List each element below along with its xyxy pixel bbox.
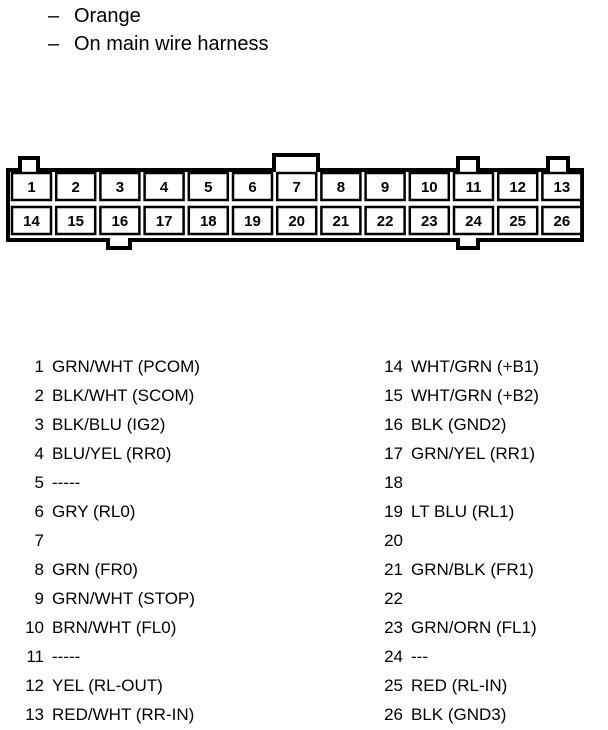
pin-number-label: 3 xyxy=(115,179,125,196)
pin-row xyxy=(377,526,539,555)
pin-number: 5 xyxy=(34,473,44,492)
pin-number: 15 xyxy=(384,386,403,405)
pin-number-label: 17 xyxy=(155,213,173,230)
pin-description: BLK/BLU (IG2) xyxy=(52,415,166,434)
note-text: On main wire harness xyxy=(74,33,269,55)
pin-number-label: 16 xyxy=(111,213,129,230)
pin-description: GRN/WHT (PCOM) xyxy=(52,357,200,376)
pin-description: WHT/GRN (+B1) xyxy=(411,357,539,376)
pin-number: 7 xyxy=(34,531,44,550)
pin-number: 10 xyxy=(25,618,44,637)
pin-description: ----- xyxy=(52,647,81,666)
pin-number-label: 25 xyxy=(509,213,527,230)
connector-pin-10 xyxy=(410,173,449,200)
connector-pin-24 xyxy=(454,207,493,234)
pin-number-label: 4 xyxy=(159,179,169,196)
pin-row xyxy=(0,439,200,468)
connector-pin-3 xyxy=(100,173,139,200)
pin-number: 23 xyxy=(384,618,403,637)
pin-number: 14 xyxy=(384,357,403,376)
connector-pin-19 xyxy=(233,207,272,234)
pin-row xyxy=(377,642,539,671)
connector-pin-15 xyxy=(56,207,95,234)
pin-number: 1 xyxy=(34,357,44,376)
pin-number: 13 xyxy=(25,705,44,724)
connector-pin-1 xyxy=(12,173,51,200)
pin-number-label: 12 xyxy=(509,179,527,196)
pin-number: 4 xyxy=(34,444,44,463)
pin-number-label: 18 xyxy=(199,213,217,230)
pin-description: LT BLU (RL1) xyxy=(411,502,515,521)
pin-number: 9 xyxy=(34,589,44,608)
pin-number: 16 xyxy=(384,415,403,434)
pin-row xyxy=(0,642,200,671)
dash-bullet: – xyxy=(48,33,60,55)
pin-number: 19 xyxy=(384,502,403,521)
pin-number-label: 23 xyxy=(420,213,438,230)
pin-row xyxy=(0,584,200,613)
connector-pin-6 xyxy=(233,173,272,200)
connector-pin-17 xyxy=(145,207,184,234)
pin-number-label: 13 xyxy=(553,179,571,196)
pin-description: GRY (RL0) xyxy=(52,502,136,521)
pin-number-label: 8 xyxy=(336,179,346,196)
pin-row xyxy=(377,352,539,381)
pin-description: RED/WHT (RR-IN) xyxy=(52,705,195,724)
pin-row xyxy=(0,468,200,497)
pin-number-label: 24 xyxy=(465,213,482,230)
pin-row xyxy=(0,381,200,410)
pin-number-label: 10 xyxy=(420,179,438,196)
connector-pin-5 xyxy=(189,173,228,200)
pin-number-label: 19 xyxy=(244,213,261,230)
pin-number-label: 14 xyxy=(23,213,40,230)
pin-row xyxy=(377,381,539,410)
connector-pin-2 xyxy=(56,173,95,200)
pin-description: BLK (GND2) xyxy=(411,415,507,434)
pin-description: RED (RL-IN) xyxy=(411,676,508,695)
pin-description: --- xyxy=(411,647,428,666)
pin-number: 21 xyxy=(384,560,403,579)
pin-number-label: 15 xyxy=(67,213,85,230)
pin-number-label: 20 xyxy=(288,213,306,230)
connector-pin-25 xyxy=(498,207,537,234)
pin-number-label: 11 xyxy=(465,179,482,196)
connector-pin-12 xyxy=(498,173,537,200)
pin-number: 20 xyxy=(384,531,403,550)
pin-description: BLK (GND3) xyxy=(411,705,507,724)
pin-number-label: 1 xyxy=(27,179,36,196)
pin-description: YEL (RL-OUT) xyxy=(52,676,163,695)
pin-number-label: 7 xyxy=(292,179,301,196)
pin-number: 2 xyxy=(34,386,44,405)
connector-pin-22 xyxy=(366,207,405,234)
pin-row xyxy=(377,584,539,613)
connector-pin-23 xyxy=(410,207,449,234)
pin-row xyxy=(377,439,539,468)
pin-number: 17 xyxy=(384,444,403,463)
dash-bullet: – xyxy=(48,5,60,27)
pin-number-label: 9 xyxy=(380,179,390,196)
pin-description: WHT/GRN (+B2) xyxy=(411,386,539,405)
pin-number-label: 22 xyxy=(376,213,394,230)
pin-number: 11 xyxy=(26,647,44,666)
connector-pin-4 xyxy=(145,173,184,200)
pin-list-right xyxy=(377,352,539,729)
pin-row xyxy=(0,671,200,700)
pin-row xyxy=(377,671,539,700)
pin-row xyxy=(377,700,539,729)
pin-row xyxy=(0,555,200,584)
pin-description: BLK/WHT (SCOM) xyxy=(52,386,195,405)
pin-number-label: 21 xyxy=(332,213,350,230)
pin-row xyxy=(0,613,200,642)
pin-row xyxy=(0,526,200,555)
pin-row xyxy=(0,497,200,526)
pin-description: GRN/WHT (STOP) xyxy=(52,589,195,608)
pin-number-label: 5 xyxy=(204,179,213,196)
pin-description: GRN/BLK (FR1) xyxy=(411,560,534,579)
connector-pin-16 xyxy=(100,207,139,234)
pin-row xyxy=(0,352,200,381)
pin-row xyxy=(377,497,539,526)
pin-row xyxy=(377,613,539,642)
pin-number: 8 xyxy=(34,560,44,579)
pin-row xyxy=(0,700,200,729)
pin-number: 18 xyxy=(384,473,403,492)
pin-description: GRN/YEL (RR1) xyxy=(411,444,536,463)
pin-description: BRN/WHT (FL0) xyxy=(52,618,177,637)
pin-number-label: 2 xyxy=(71,179,80,196)
pin-number: 22 xyxy=(384,589,403,608)
pin-number-label: 6 xyxy=(248,179,257,196)
connector-pin-21 xyxy=(321,207,360,234)
connector-pin-20 xyxy=(277,207,316,234)
connector-pin-18 xyxy=(189,207,228,234)
pin-number: 12 xyxy=(25,676,44,695)
pin-number: 6 xyxy=(34,502,44,521)
pin-row xyxy=(377,468,539,497)
connector-pin-11 xyxy=(454,173,493,200)
pin-number: 24 xyxy=(384,647,403,666)
connector-pin-13 xyxy=(542,173,581,200)
connector-pin-14 xyxy=(12,207,51,234)
pin-row xyxy=(377,410,539,439)
pin-description: BLU/YEL (RR0) xyxy=(52,444,172,463)
pin-row xyxy=(0,410,200,439)
pin-number-label: 26 xyxy=(553,213,571,230)
pin-description: GRN (FR0) xyxy=(52,560,138,579)
pin-number: 25 xyxy=(384,676,403,695)
connector-pin-9 xyxy=(366,173,405,200)
connector-diagram xyxy=(0,0,608,300)
pin-row xyxy=(377,555,539,584)
note-text: Orange xyxy=(74,5,141,27)
pin-list-left xyxy=(0,352,200,729)
pin-number: 26 xyxy=(384,705,403,724)
pin-description: ----- xyxy=(52,473,81,492)
pin-number: 3 xyxy=(34,415,44,434)
pin-description: GRN/ORN (FL1) xyxy=(411,618,537,637)
connector-pin-8 xyxy=(321,173,360,200)
connector-pin-7 xyxy=(277,173,316,200)
connector-pin-26 xyxy=(542,207,581,234)
